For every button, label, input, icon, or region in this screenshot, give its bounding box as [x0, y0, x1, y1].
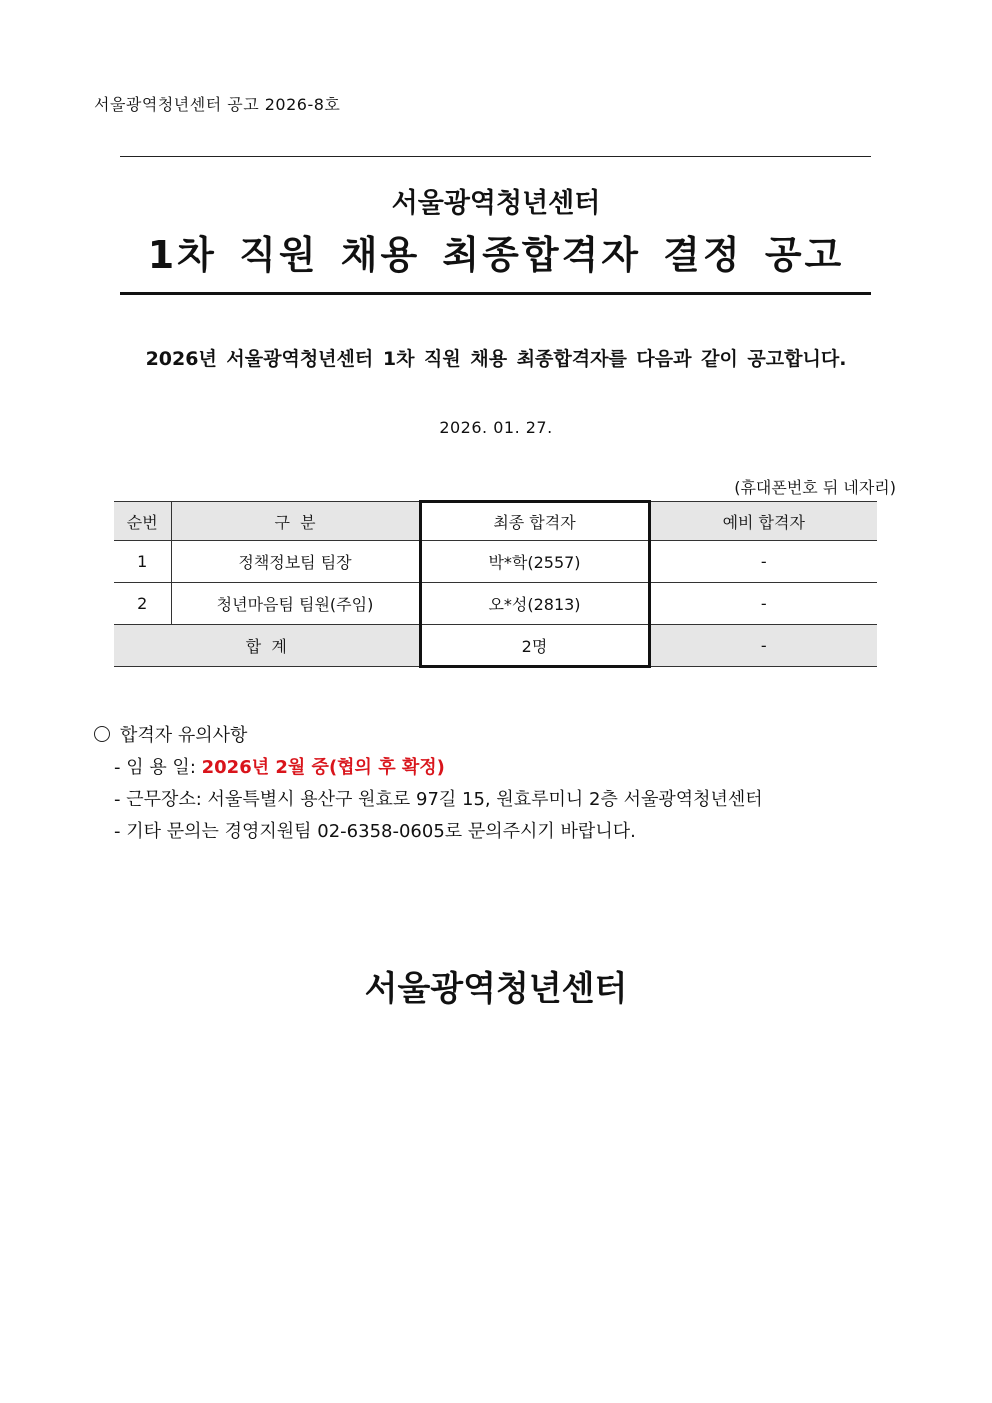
- workplace-line: - 근무장소: 서울특별시 용산구 원효로 97길 15, 원효루미니 2층 서울광역청년센터: [114, 789, 763, 810]
- appointment-value: 2026년 2월 중(협의 후 확정): [201, 757, 445, 778]
- appointment-label: - 임 용 일:: [114, 757, 202, 778]
- cell-division: 정책정보팀 팀장: [171, 541, 420, 583]
- header-cell-division: 구 분: [171, 502, 420, 541]
- notes-heading: 합격자 유의사항: [120, 725, 248, 746]
- table-header-row: [114, 502, 877, 541]
- appointment-line: [94, 752, 763, 784]
- header-cell-final: 최종 합격자: [420, 502, 649, 541]
- table-row: [114, 541, 877, 583]
- cell-reserve: -: [649, 583, 877, 625]
- cell-no: 1: [114, 541, 171, 583]
- circle-bullet-icon: [94, 726, 110, 742]
- title-divider: [120, 292, 871, 295]
- result-table: [114, 500, 877, 668]
- cell-final: 오*성(2813): [420, 583, 649, 625]
- table-row: [114, 583, 877, 625]
- cell-division: 청년마음팀 팀원(주임): [171, 583, 420, 625]
- cell-reserve: -: [649, 541, 877, 583]
- org-title: 서울광역청년센터: [391, 188, 601, 219]
- table-total-row: [114, 625, 877, 667]
- total-label: 합 계: [114, 625, 420, 667]
- notes-heading-line: [94, 720, 763, 752]
- notice-date: 2026. 01. 27.: [439, 418, 553, 437]
- header-cell-no: 순번: [114, 502, 171, 541]
- notice-number: 서울광역청년센터 공고 2026-8호: [94, 95, 341, 114]
- header-cell-reserve: 예비 합격자: [649, 502, 877, 541]
- intro-text: 2026년 서울광역청년센터 1차 직원 채용 최종합격자를 다음과 같이 공고합니다.: [145, 348, 847, 370]
- contact-line: - 기타 문의는 경영지원팀 02-6358-0605로 문의주시기 바랍니다.: [114, 821, 636, 842]
- footer-org: 서울광역청년센터: [364, 969, 628, 1009]
- table-note: (휴대폰번호 뒤 네자리): [734, 478, 896, 497]
- total-final: 2명: [420, 625, 649, 667]
- top-divider: [120, 156, 871, 157]
- cell-no: 2: [114, 583, 171, 625]
- notes-section: [94, 720, 763, 848]
- page-title: 1차 직원 채용 최종합격자 결정 공고: [147, 233, 845, 277]
- cell-final: 박*학(2557): [420, 541, 649, 583]
- total-reserve: -: [649, 625, 877, 667]
